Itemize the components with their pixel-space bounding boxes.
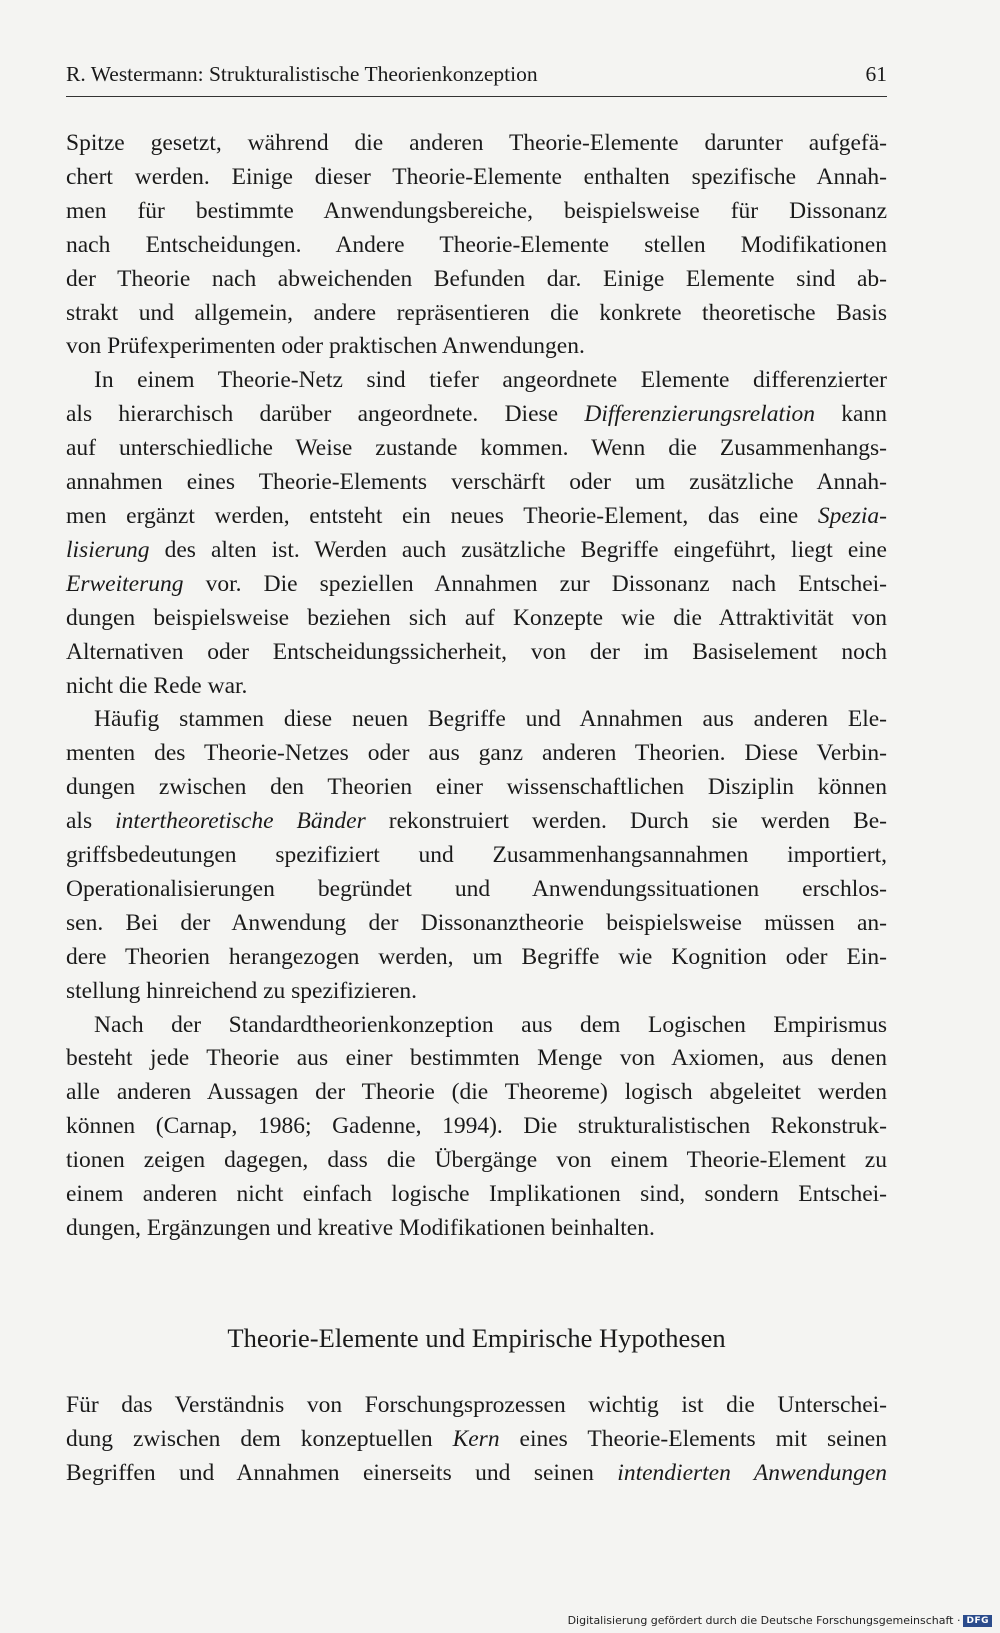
text-line: Spitze gesetzt, während die anderen Theorie-Elemente darunter aufgefä- [66,130,887,156]
text-line: chert werden. Einige dieser Theorie-Elemente enthalten spezifische Annah- [66,163,887,190]
emphasized-term: Differenzierungsrelation [584,401,816,428]
text-line: auf unterschiedliche Weise zustande kommen. Wenn die Zusammenhangs- [66,435,887,462]
text-line: besteht jede Theorie aus einer bestimmten Menge von Axiomen, aus denen [66,1045,887,1072]
dfg-logo: DFG [963,1615,992,1627]
text-line: stellung hinreichend zu spezifizieren. [66,977,418,1004]
text-line: dung zwischen dem konzeptuellen Kern eines Theorie-Elements mit seinen [66,1425,887,1452]
text-line: dungen zwischen den Theorien einer wissenschaftlichen Disziplin können [66,774,887,801]
emphasized-term: intertheoretische Bänder [115,808,366,835]
text-line: men für bestimmte Anwendungsbereiche, beispielsweise für Dissonanz [66,197,887,224]
text-line: annahmen eines Theorie-Elements verschärft oder um zusätzliche Annah- [66,469,887,496]
text-line: dere Theorien herangezogen werden, um Begriffe wie Kognition oder Ein- [66,943,887,970]
paragraph [66,1389,887,1491]
text-line: menten des Theorie-Netzes oder aus ganz anderen Theorien. Diese Verbin- [66,740,887,767]
text-line: einem anderen nicht einfach logische Implikationen sind, sondern Entschei- [66,1181,887,1208]
text-line: men ergänzt werden, entsteht ein neues Theorie-Element, das eine Spezia- [66,502,887,529]
text-line: können (Carnap, 1986; Gadenne, 1994). Die strukturalistischen Rekonstruk- [66,1113,887,1140]
paragraph [66,364,887,703]
text-line: strakt und allgemein, andere repräsentieren die konkrete theoretische Basis [66,299,887,326]
text-line: dungen, Ergänzungen und kreative Modifikationen beinhalten. [66,1215,655,1241]
text-line: Begriffen und Annahmen einerseits und seinen intendierten Anwendungen [66,1459,887,1486]
paragraph [66,703,887,1008]
text-line: Erweiterung vor. Die speziellen Annahmen zur Dissonanz nach Entschei- [66,570,887,597]
text-line: Alternativen oder Entscheidungssicherheit, von der im Basiselement noch [66,638,887,665]
text-line: sen. Bei der Anwendung der Dissonanztheorie beispielsweise müssen an- [66,909,887,936]
paragraph [66,1009,887,1246]
paragraph [66,127,887,364]
text-line: lisierung des alten ist. Werden auch zusätzliche Begriffe eingeführt, liegt eine [66,536,887,563]
text-line: als intertheoretische Bänder rekonstruiert werden. Durch sie werden Be- [66,808,888,835]
text-line: Nach der Standardtheorienkonzeption aus dem Logischen Empirismus [94,1011,887,1038]
text-line: nicht die Rede war. [66,672,248,699]
text-line: tionen zeigen dagegen, dass die Übergänge von einem Theorie-Element zu [66,1147,887,1174]
text-line: dungen beispielsweise beziehen sich auf Konzepte wie die Attraktivität von [66,604,887,631]
text-line: Häufig stammen diese neuen Begriffe und Annahmen aus anderen Ele- [94,706,887,733]
text-line: nach Entscheidungen. Andere Theorie-Elemente stellen Modifikationen [66,231,887,258]
text-line: Operationalisierungen begründet und Anwendungssituationen erschlos- [66,875,887,902]
digitization-footer [568,1614,992,1627]
text-line: Für das Verständnis von Forschungsprozessen wichtig ist die Unterschei- [66,1392,887,1418]
body-text [66,127,887,1246]
emphasized-term: Erweiterung [66,570,184,597]
section-heading: Theorie-Elemente und Empirische Hypothesen [227,1323,726,1353]
text-line: als hierarchisch darüber angeordnete. Diese Differenzierungsrelation kann [66,401,887,428]
running-title: R. Westermann: Strukturalistische Theorienkonzeption [66,62,538,86]
text-line: von Prüfexperimenten oder praktischen Anwendungen. [66,333,585,360]
footer-text: Digitalisierung gefördert durch die Deutsche Forschungsgemeinschaft · [567,1614,961,1627]
running-head [66,62,887,97]
text-line: In einem Theorie-Netz sind tiefer angeordnete Elemente differenzierter [94,367,887,394]
text-line: alle anderen Aussagen der Theorie (die Theoreme) logisch abgeleitet werden [66,1079,887,1106]
text-line: griffsbedeutungen spezifiziert und Zusammenhangsannahmen importiert, [66,842,887,869]
page-number: 61 [865,62,887,86]
text-line: der Theorie nach abweichenden Befunden dar. Einige Elemente sind ab- [66,265,887,292]
emphasized-term: Kern [452,1425,500,1452]
emphasized-term: intendierten Anwendungen [617,1459,887,1486]
emphasized-term: lisierung [66,536,150,563]
emphasized-term: Spezia- [817,502,887,529]
section-body-text [66,1389,887,1491]
